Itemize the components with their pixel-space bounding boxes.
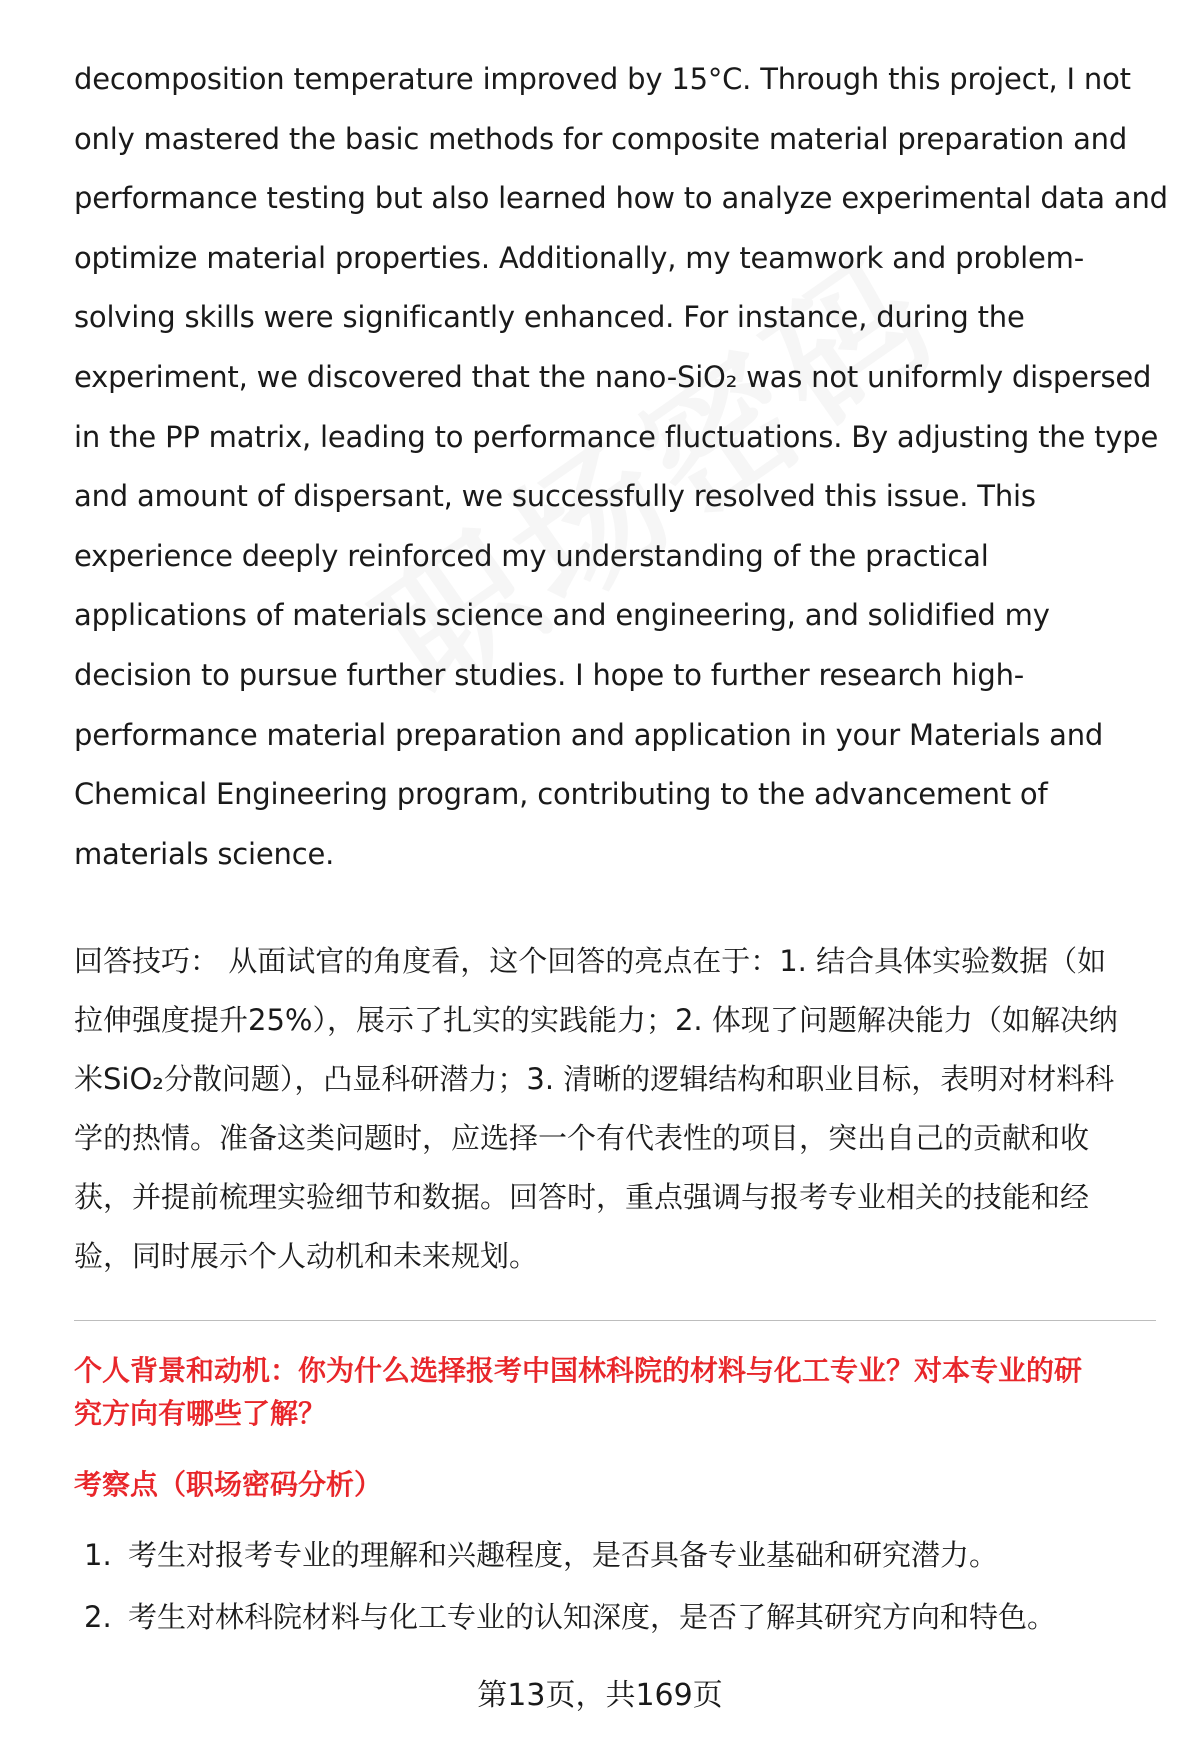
page-number-footer: 第13页，共169页 — [477, 1678, 723, 1713]
list-item-number: 2. — [84, 1600, 112, 1635]
answer-tips-paragraph — [74, 932, 1154, 1286]
tips-line: 拉伸强度提升25%），展示了扎实的实践能力；2. 体现了问题解决能力（如解决纳 — [74, 1003, 1118, 1038]
paragraph-line: decision to pursue further studies. I hope to further research high- — [74, 657, 1025, 692]
paragraph-line: materials science. — [74, 836, 335, 871]
paragraph-line: and amount of dispersant, we successfully resolved this issue. This — [74, 479, 1036, 514]
paragraph-line: in the PP matrix, leading to performance fluctuations. By adjusting the type — [74, 419, 1159, 454]
document-page — [74, 50, 1168, 1659]
list-item-text: 考生对林科院材料与化工专业的认知深度，是否了解其研究方向和特色。 — [128, 1600, 1057, 1635]
paragraph-line: solving skills were significantly enhanced. For instance, during the — [74, 300, 1025, 335]
section-heading: 考察点（职场密码分析） — [74, 1468, 383, 1502]
paragraph-line: experiment, we discovered that the nano-SiO₂ was not uniformly dispersed — [74, 359, 1152, 394]
paragraph-line: performance testing but also learned how to analyze experimental data and — [74, 181, 1168, 216]
tips-line: 验，同时展示个人动机和未来规划。 — [74, 1239, 539, 1274]
paragraph-line: only mastered the basic methods for composite material preparation and — [74, 121, 1128, 156]
interview-question — [74, 1349, 1154, 1435]
paragraph-line: decomposition temperature improved by 15°C. Through this project, I not — [74, 62, 1131, 96]
list-item-number: 1. — [84, 1538, 112, 1573]
tips-line: 学的热情。准备这类问题时，应选择一个有代表性的项目，突出自己的贡献和收 — [74, 1121, 1090, 1156]
tips-line: 获，并提前梳理实验细节和数据。回答时，重点强调与报考专业相关的技能和经 — [74, 1180, 1090, 1215]
tips-line: 米SiO₂分散问题），凸显科研潜力；3. 清晰的逻辑结构和职业目标，表明对材料科 — [74, 1062, 1115, 1097]
paragraph-line: applications of materials science and engineering, and solidified my — [74, 598, 1050, 633]
question-line: 究方向有哪些了解？ — [74, 1397, 327, 1431]
paragraph-line: Chemical Engineering program, contributing to the advancement of — [74, 777, 1048, 812]
section-divider — [74, 1320, 1156, 1321]
english-answer-paragraph — [74, 50, 1168, 884]
list-item-text: 考生对报考专业的理解和兴趣程度，是否具备专业基础和研究潜力。 — [128, 1538, 999, 1573]
list-item — [74, 1535, 1154, 1575]
list-item — [74, 1597, 1154, 1637]
paragraph-line: performance material preparation and application in your Materials and — [74, 717, 1104, 752]
tips-line: 回答技巧： 从面试官的角度看，这个回答的亮点在于：1. 结合具体实验数据（如 — [74, 944, 1107, 979]
assessment-points-list — [74, 1535, 1154, 1637]
paragraph-line: optimize material properties. Additionally, my teamwork and problem- — [74, 240, 1084, 275]
paragraph-line: experience deeply reinforced my understanding of the practical — [74, 538, 989, 573]
question-line: 个人背景和动机：你为什么选择报考中国林科院的材料与化工专业？对本专业的研 — [74, 1354, 1083, 1388]
